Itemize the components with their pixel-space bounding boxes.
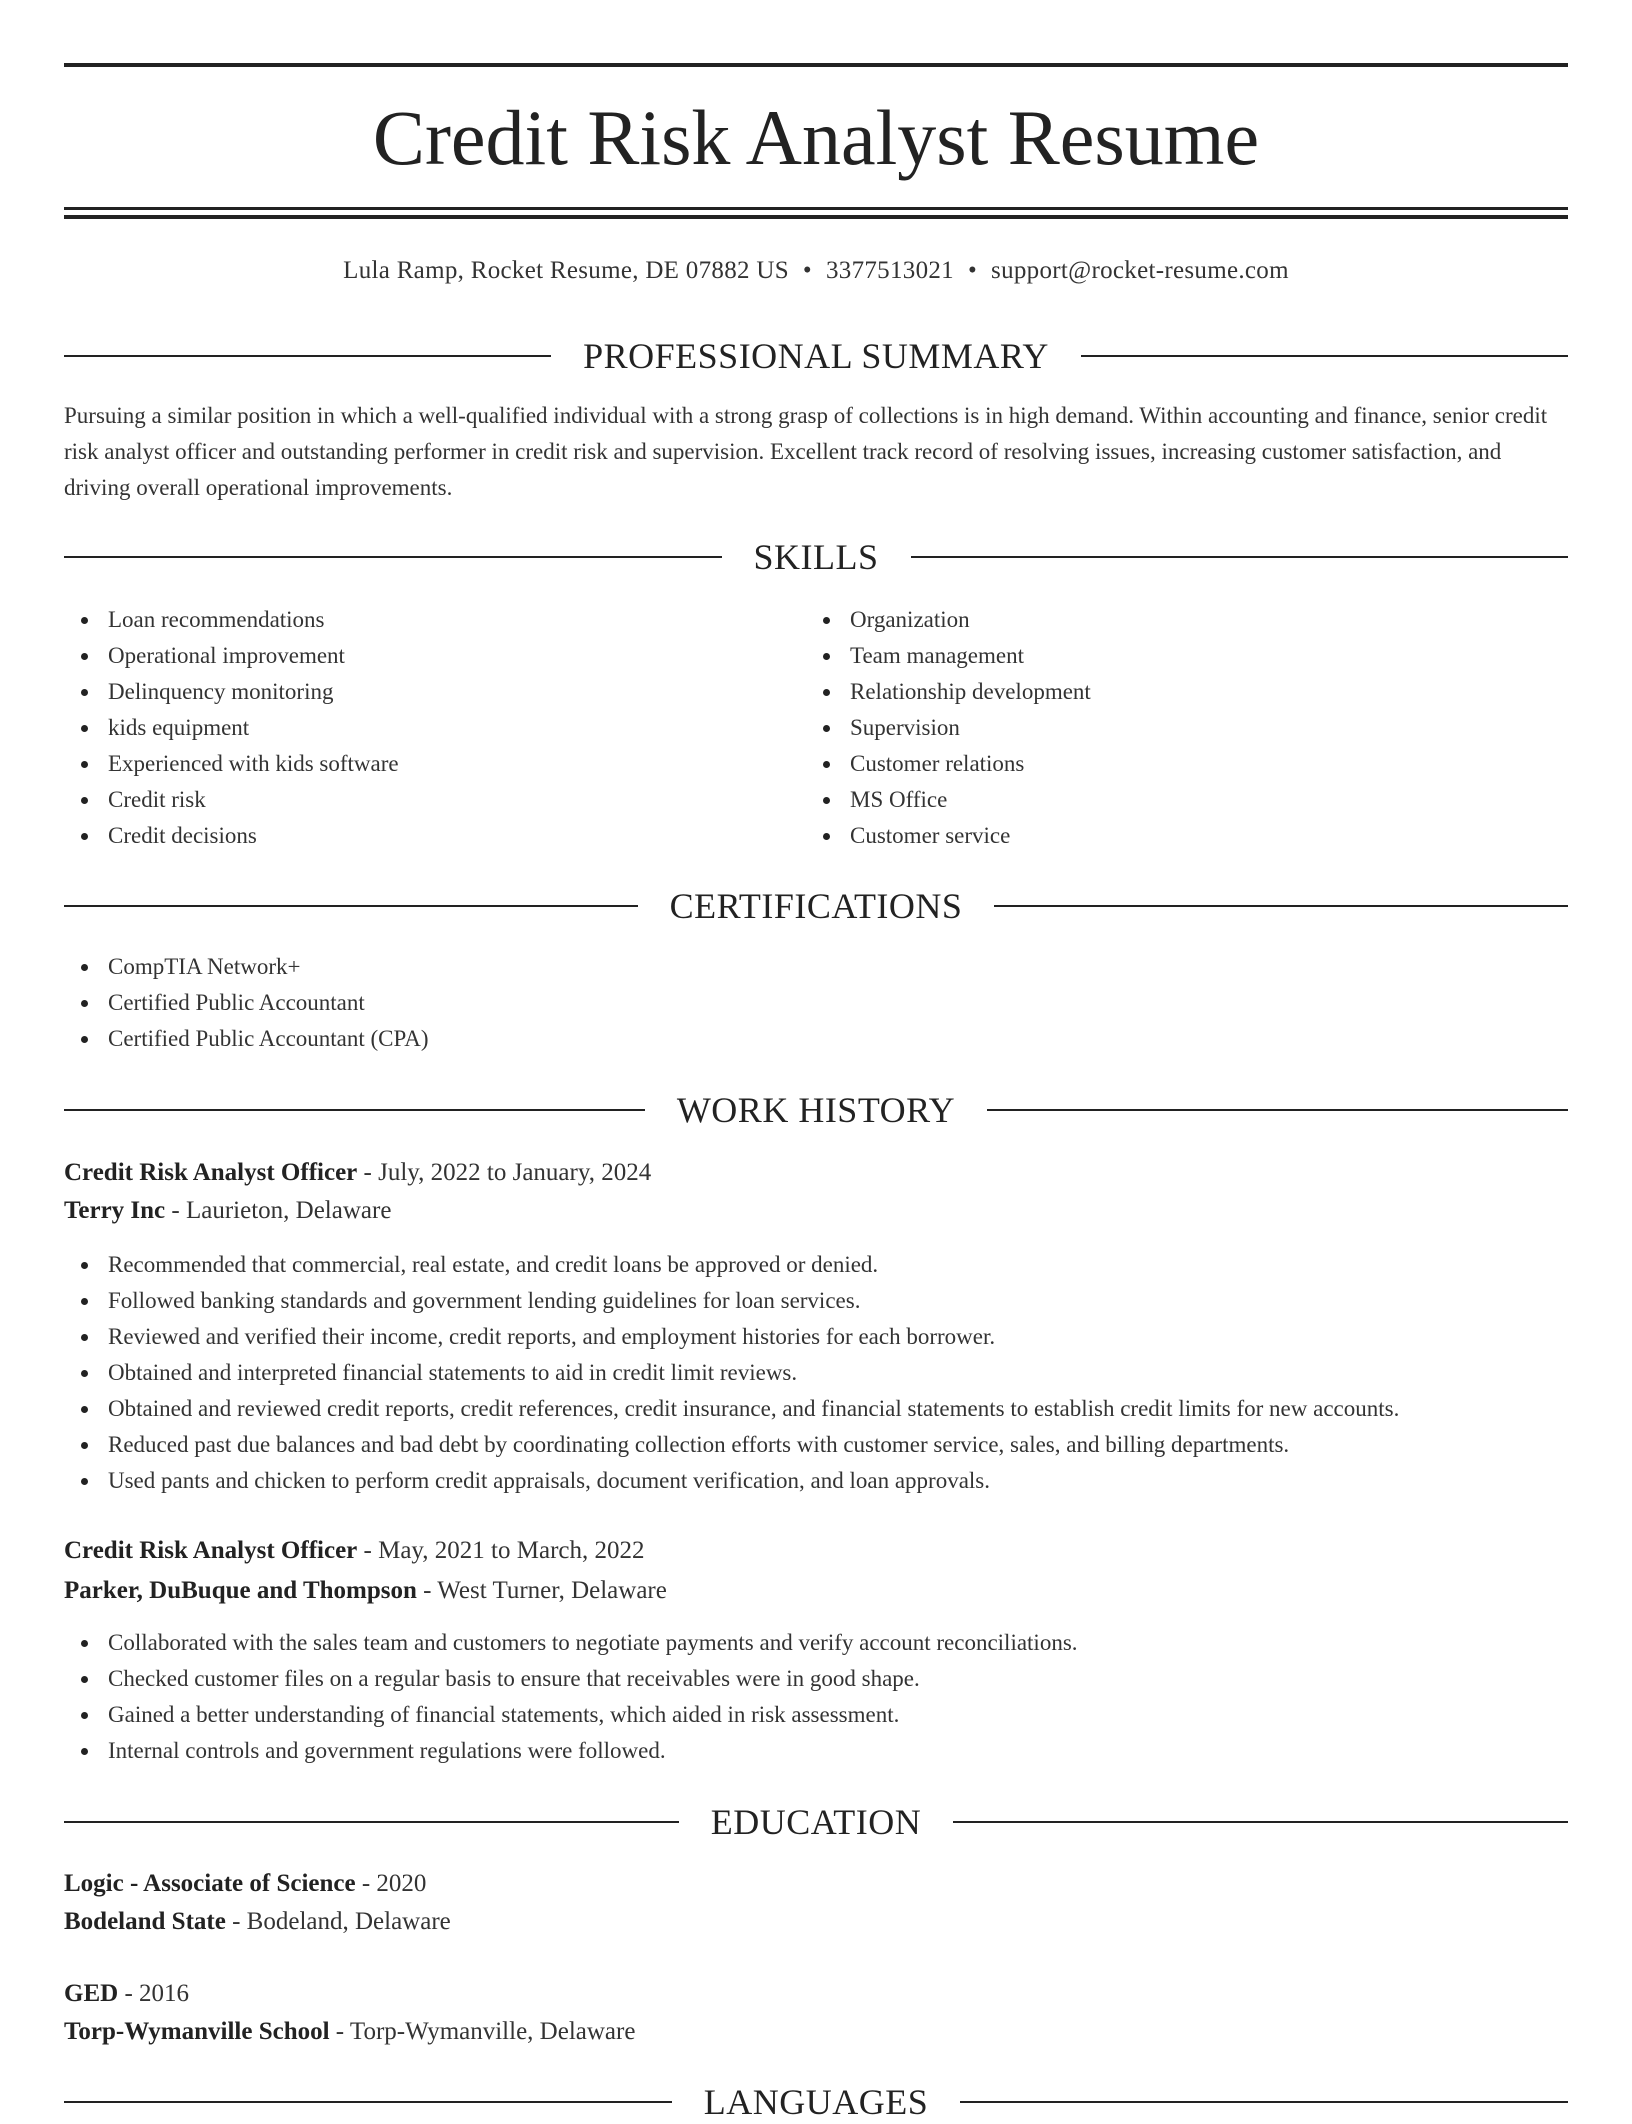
certification-item: Certified Public Accountant xyxy=(64,985,1568,1021)
section-title: EDUCATION xyxy=(710,1802,922,1842)
job-title: Credit Risk Analyst Officer xyxy=(64,1159,358,1186)
education-degree: Logic - Associate of Science xyxy=(64,1870,356,1897)
section-header-summary xyxy=(64,334,1568,378)
skill-item: Team management xyxy=(806,638,1546,674)
job-location: - West Turner, Delaware xyxy=(416,1577,667,1604)
job-duty-item: Obtained and interpreted financial statements to aid in credit limit reviews. xyxy=(64,1355,1568,1391)
section-rule xyxy=(64,355,551,357)
education-school-line xyxy=(64,1904,1568,1940)
skill-item: Relationship development xyxy=(806,674,1546,710)
job-title-line xyxy=(64,1155,1568,1191)
contact-separator: • xyxy=(967,257,978,284)
job-duty-item: Collaborated with the sales team and customers to negotiate payments and verify account reconciliations. xyxy=(64,1625,1568,1661)
section-header-certifications xyxy=(64,884,1568,928)
education-year: - 2016 xyxy=(118,1980,190,2007)
section-rule xyxy=(953,1821,1568,1823)
job-duties-list xyxy=(64,1247,1568,1499)
section-title: SKILLS xyxy=(753,537,879,577)
section-rule xyxy=(1081,355,1568,357)
summary-text: Pursuing a similar position in which a well-qualified individual with a strong grasp of collections is in high demand. Within accounting and finance, senior credit risk analyst officer and outstanding performer in credit risk and supervision. Excellent track record of resolving issues, increasing customer satisfaction, and driving overall operational improvements. xyxy=(64,403,1548,500)
section-rule xyxy=(64,2101,672,2103)
section-header-work-history xyxy=(64,1088,1568,1132)
resume-title: Credit Risk Analyst Resume xyxy=(372,94,1260,181)
job-duty-item: Gained a better understanding of financial statements, which aided in risk assessment. xyxy=(64,1697,1568,1733)
section-title: PROFESSIONAL SUMMARY xyxy=(583,336,1049,376)
skills-list-left xyxy=(64,602,804,854)
title-rule-lower xyxy=(64,215,1568,219)
job-company: Terry Inc xyxy=(64,1197,166,1224)
education-school-line xyxy=(64,2014,1568,2050)
job-duty-item: Obtained and reviewed credit reports, credit references, credit insurance, and financial statements to establish credit limits for new accounts. xyxy=(64,1391,1568,1427)
section-rule xyxy=(64,905,638,907)
section-rule xyxy=(64,1109,645,1111)
education-degree: GED xyxy=(64,1980,119,2007)
skill-item: Customer relations xyxy=(806,746,1546,782)
section-header-skills xyxy=(64,535,1568,579)
skill-item: Operational improvement xyxy=(64,638,804,674)
job-location: - Laurieton, Delaware xyxy=(165,1197,392,1224)
skill-item: Credit risk xyxy=(64,782,804,818)
education-year: - 2020 xyxy=(355,1870,427,1897)
job-duties-list xyxy=(64,1625,1568,1769)
job-duty-item: Internal controls and government regulations were followed. xyxy=(64,1733,1568,1769)
top-rule xyxy=(64,63,1568,67)
skill-item: Experienced with kids software xyxy=(64,746,804,782)
education-degree-line xyxy=(64,1976,1568,2012)
skill-item: Customer service xyxy=(806,818,1546,854)
education-degree-line xyxy=(64,1866,1568,1902)
job-title-line xyxy=(64,1533,1568,1569)
skill-item: MS Office xyxy=(806,782,1546,818)
section-header-education xyxy=(64,1800,1568,1844)
skill-item: Organization xyxy=(806,602,1546,638)
job-company-line xyxy=(64,1193,1568,1229)
section-rule xyxy=(994,905,1568,907)
section-rule xyxy=(64,556,722,558)
section-title: WORK HISTORY xyxy=(676,1090,956,1130)
education-location: - Bodeland, Delaware xyxy=(225,1908,451,1935)
skill-item: Delinquency monitoring xyxy=(64,674,804,710)
contact-email: support@rocket-resume.com xyxy=(991,257,1289,284)
section-title: CERTIFICATIONS xyxy=(669,886,963,926)
skill-item: Loan recommendations xyxy=(64,602,804,638)
job-duty-item: Checked customer files on a regular basis to ensure that receivables were in good shape. xyxy=(64,1661,1568,1697)
skill-item: Supervision xyxy=(806,710,1546,746)
skills-list-right xyxy=(806,602,1546,854)
job-duty-item: Recommended that commercial, real estate, and credit loans be approved or denied. xyxy=(64,1247,1568,1283)
section-rule xyxy=(987,1109,1568,1111)
education-location: - Torp-Wymanville, Delaware xyxy=(329,2018,636,2045)
job-duty-item: Used pants and chicken to perform credit appraisals, document verification, and loan approvals. xyxy=(64,1463,1568,1499)
job-company-line xyxy=(64,1573,1568,1609)
job-duty-item: Reduced past due balances and bad debt by coordinating collection efforts with customer service, sales, and billing departments. xyxy=(64,1427,1568,1463)
section-rule xyxy=(911,556,1569,558)
title-rule-upper xyxy=(64,207,1568,210)
section-header-languages xyxy=(64,2080,1568,2124)
certification-item: CompTIA Network+ xyxy=(64,949,1568,985)
contact-phone: 3377513021 xyxy=(825,257,954,284)
section-rule xyxy=(64,1821,679,1823)
certifications-list xyxy=(64,949,1568,1057)
skill-item: Credit decisions xyxy=(64,818,804,854)
section-title: LANGUAGES xyxy=(703,2082,929,2122)
job-duty-item: Followed banking standards and government lending guidelines for loan services. xyxy=(64,1283,1568,1319)
contact-address: Lula Ramp, Rocket Resume, DE 07882 US xyxy=(343,257,789,284)
section-rule xyxy=(960,2101,1568,2103)
skill-item: kids equipment xyxy=(64,710,804,746)
contact-line xyxy=(64,254,1568,288)
education-school: Bodeland State xyxy=(64,1908,226,1935)
job-dates: - May, 2021 to March, 2022 xyxy=(357,1537,645,1564)
certification-item: Certified Public Accountant (CPA) xyxy=(64,1021,1568,1057)
job-duty-item: Reviewed and verified their income, credit reports, and employment histories for each borrower. xyxy=(64,1319,1568,1355)
job-dates: - July, 2022 to January, 2024 xyxy=(357,1159,652,1186)
job-title: Credit Risk Analyst Officer xyxy=(64,1537,358,1564)
contact-separator: • xyxy=(802,257,812,284)
job-company: Parker, DuBuque and Thompson xyxy=(64,1577,417,1604)
education-school: Torp-Wymanville School xyxy=(64,2018,330,2045)
